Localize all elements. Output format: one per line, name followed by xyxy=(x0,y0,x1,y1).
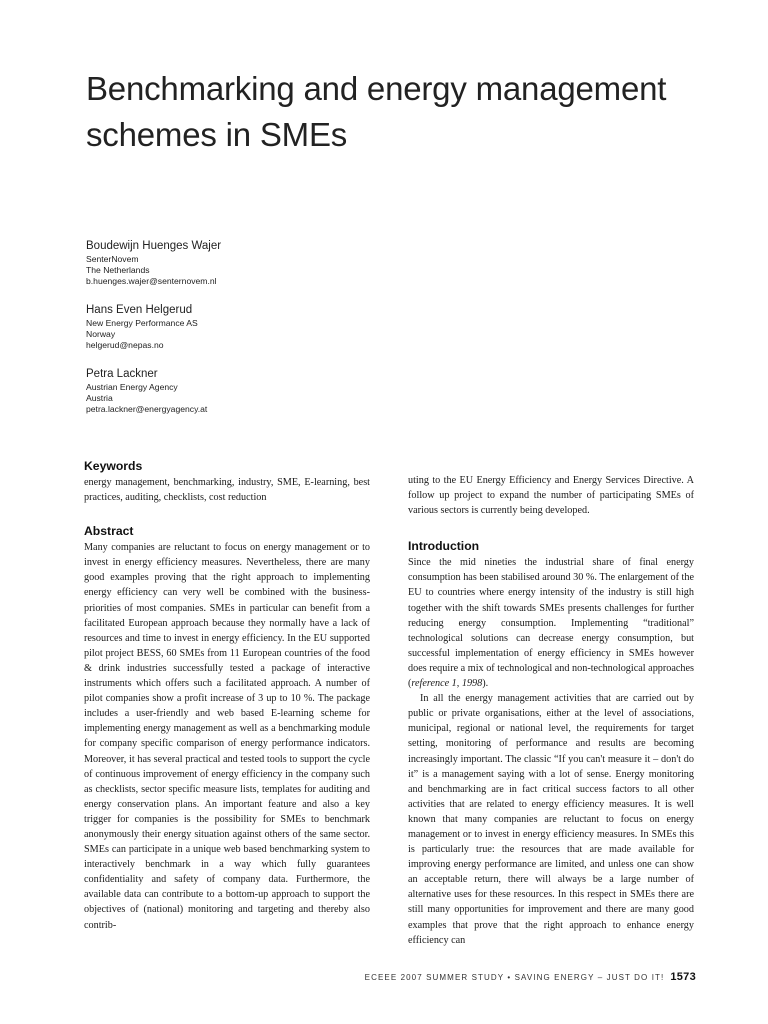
abstract-heading: Abstract xyxy=(84,524,134,539)
author-email: helgerud@nepas.no xyxy=(86,340,164,350)
footer-text: ECEEE 2007 SUMMER STUDY • SAVING ENERGY – JUST DO IT! xyxy=(364,973,665,982)
author-affiliation: SenterNovem xyxy=(86,254,139,264)
left-column xyxy=(84,458,370,933)
right-column xyxy=(408,473,694,948)
author-name: Petra Lackner xyxy=(86,368,158,380)
author-affiliation: Austrian Energy Agency xyxy=(86,382,178,392)
introduction-heading: Introduction xyxy=(408,539,480,554)
intro-p1-text: Since the mid nineties the industrial share of final energy consumption has been stabilised around 30 %. The enlargement of the EU to countries where energy intensity of the industry is still high together with the shift towards SMEs presents challenges for further reducing energy consumption. Implementing “traditional” technological solutions can decrease energy consumption, but successful implementation of energy efficiency in SMEs however does require a mix of technological and non-technological approaches ( xyxy=(408,557,694,690)
author-block xyxy=(86,239,386,287)
reference-citation: reference 1, 1998 xyxy=(411,678,483,690)
author-country: The Netherlands xyxy=(86,265,150,275)
author-name: Hans Even Helgerud xyxy=(86,304,193,316)
paper-title: Benchmarking and energy management schemes in SMEs xyxy=(86,70,667,153)
introduction-paragraph-2: In all the energy management activities that are carried out by public or private organisations, either at the level of associations, municipal, regional or national level, the requirements for target setting, monitoring of performance and results are becoming increasingly important. The classic “If you can't measure it – don't do it” is a management saying with a lot of sense. Energy monitoring and benchmarking are in fact critical success factors to all other activities that are related to energy efficiency measures. It is well known that many companies are reluctant to focus on energy management or to invest in energy efficiency measures. In SMEs this is particularly true: the resources that are made available for improving energy performance are limited, and unless one can show an acceptable return, there will always be a large number of alternative uses for these resources. In this respect in SMEs there are still many opportunities for improvement and there are many good examples that prove that the right approach to enhance energy efficiency can xyxy=(408,693,694,946)
author-email: b.huenges.wajer@senternovem.nl xyxy=(86,276,217,286)
keywords-text: energy management, benchmarking, industry, SME, E-learning, best practices, auditing, checklists, cost reduction xyxy=(84,477,370,504)
intro-p1-end: ). xyxy=(482,678,489,690)
author-affiliation: New Energy Performance AS xyxy=(86,318,198,328)
author-block xyxy=(86,303,386,351)
page-number: 1573 xyxy=(670,971,696,983)
page-footer xyxy=(365,971,696,983)
keywords-heading: Keywords xyxy=(84,459,143,473)
abstract-text: Many companies are reluctant to focus on energy management or to invest in energy efficiency measures. Nevertheless, there are many good examples proving that the right approach to implementing energy efficiency can very well be combined with the business-priorities of most companies. SMEs in particular can benefit from a facilitated European approach because they normally have a lack of resources and time to invest in energy efficiency. In the EU supported pilot project BESS, 60 SMEs from 11 European countries of the food & drink industries successfully tested a package of interactive instruments which offers such a facilitated approach. A number of pilot companies show a profit increase of 3 up to 10 %. The package includes a user-friendly and web based E-learning scheme for implementing energy management as well as a benchmarking module for company specific comparison of energy performance indicators. Moreover, it has several practical and tested tools to support the cycle of continuous improvement of energy efficiency in the company such as checklists, sector specific measure lists, templates for auditing and energy conservation plans. An important feature and also a key trigger for companies is the possibility for SMEs to benchmark anonymously their energy situation against others of the same sector. SMEs can participate in a unique web based benchmarking system to interactively benchmark in a way which fully guarantees confidentiality and safety of company data. Furthermore, the available data can contribute to a bottom-up approach to support the objectives of (national) monitoring and targeting and thereby also contrib- xyxy=(84,542,370,931)
abstract-continuation: uting to the EU Energy Efficiency and Energy Services Directive. A follow up project to expand the number of participating SMEs of various sectors is currently being developed. xyxy=(408,475,694,517)
author-list xyxy=(86,239,386,431)
author-country: Norway xyxy=(86,329,116,339)
author-block xyxy=(86,367,386,415)
author-email: petra.lackner@energyagency.at xyxy=(86,404,208,414)
introduction-paragraph-1 xyxy=(408,555,694,691)
author-name: Boudewijn Huenges Wajer xyxy=(86,240,222,252)
author-country: Austria xyxy=(86,393,113,403)
